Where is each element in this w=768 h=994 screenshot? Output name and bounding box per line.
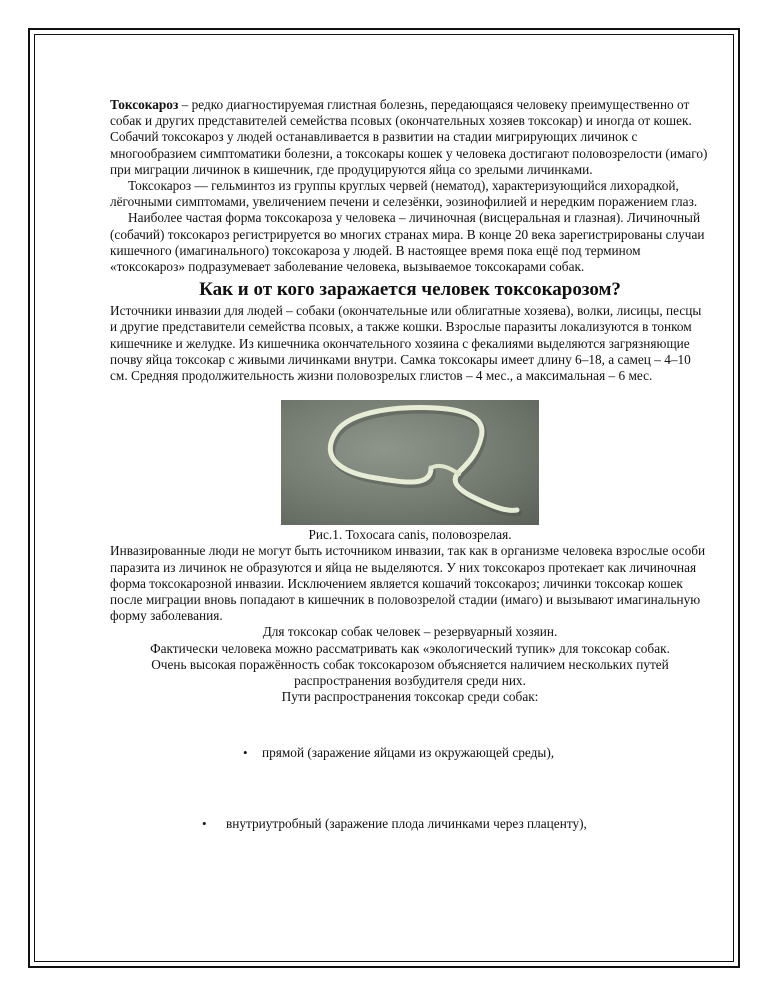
- centered-line-3: Очень высокая поражённость собак токсокарозом объясняется наличием нескольких путей распространения возбудителя среди них.: [151, 656, 669, 689]
- bullet-icon: •: [202, 815, 207, 831]
- centered-line-4: Пути распространения токсокар среди собак:: [281, 689, 539, 705]
- bullet-icon: •: [243, 745, 248, 761]
- intro-paragraph: [110, 97, 710, 178]
- worm-illustration: [281, 400, 539, 525]
- centered-line-1: Для токсокар собак человек – резервуарный хозяин.: [262, 624, 558, 640]
- list-item-text: внутриутробный (заражение плода личинками через плаценту),: [226, 815, 587, 831]
- intro-term: Токсокароз: [110, 97, 179, 112]
- list-item: [110, 745, 710, 761]
- toxocara-photo: [281, 400, 539, 525]
- centered-line-2: Фактически человека можно рассматривать как «экологический тупик» для токсокар собак.: [150, 640, 670, 656]
- figure-caption: Рис.1. Toxocara canis, половозрелая.: [308, 527, 512, 543]
- section-heading: Как и от кого заражается человек токсокарозом?: [199, 279, 621, 301]
- document-body: [110, 97, 710, 832]
- paragraph-invasion: Инвазированные люди не могут быть источником инвазии, так как в организме человека взрослые особи паразита из личинок не образуются и яйца не выделяются. У них токсокароз протекает как личиночная форма токсокарозной инвазии. Исключением является кошачий токсокароз; личинки токсокар кошек после миграции вновь попадают в кишечник в половозрелой стадии (имаго) и вызывают имагинальную форму заболевания.: [110, 543, 706, 624]
- intro-text: – редко диагностируемая глистная болезнь, передающаяся человеку преимущественно от собак и других представителей семейства псовых (окончательных хозяев токсокар) и иногда от кошек. Собачий токсокароз у людей останавливается в развитии на стадии мигрирующих личинок с многообразием симптоматики болезни, а токсокары кошек у человека достигают половозрелости (имаго) при миграции личинок в кишечник, где продуцируются яйца со зрелыми личинками.: [110, 97, 708, 177]
- spread-routes-list: [110, 745, 710, 831]
- paragraph-forms: Наиболее частая форма токсокароза у человека – личиночная (висцеральная и глазная). Личиночный (собачий) токсокароз регистрируется во многих странах мира. В конце 20 века зарегистрированы случаи кишечного (имагинального) токсокароза у людей. В настоящее время пока ещё под термином «токсокароз» подразумевает заболевание человека, вызываемое токсокарами собак.: [110, 210, 705, 275]
- paragraph-definition: Токсокароз — гельминтоз из группы круглых червей (нематод), характеризующийся лихорадкой, лёгочными симптомами, увеличением печени и селезёнки, эозинофилией и нередким поражением глаз.: [110, 178, 698, 210]
- list-item-text: прямой (заражение яйцами из окружающей среды),: [262, 745, 555, 761]
- list-item: [110, 816, 710, 832]
- paragraph-sources: Источники инвазии для людей – собаки (окончательные или облигатные хозяева), волки, лисицы, песцы и другие представители семейства псовых, а также кошки. Взрослые паразиты локализуются в тонком кишечнике и желудке. Из кишечника окончательного хозяина с фекалиями выделяются загрязняющие почву яйца токсокар с живыми личинками внутри. Самка токсокары имеет длину 6–18, а самец – 4–10 см. Средняя продолжительность жизни половозрелых глистов – 4 мес., а максимальная – 6 мес.: [110, 303, 702, 384]
